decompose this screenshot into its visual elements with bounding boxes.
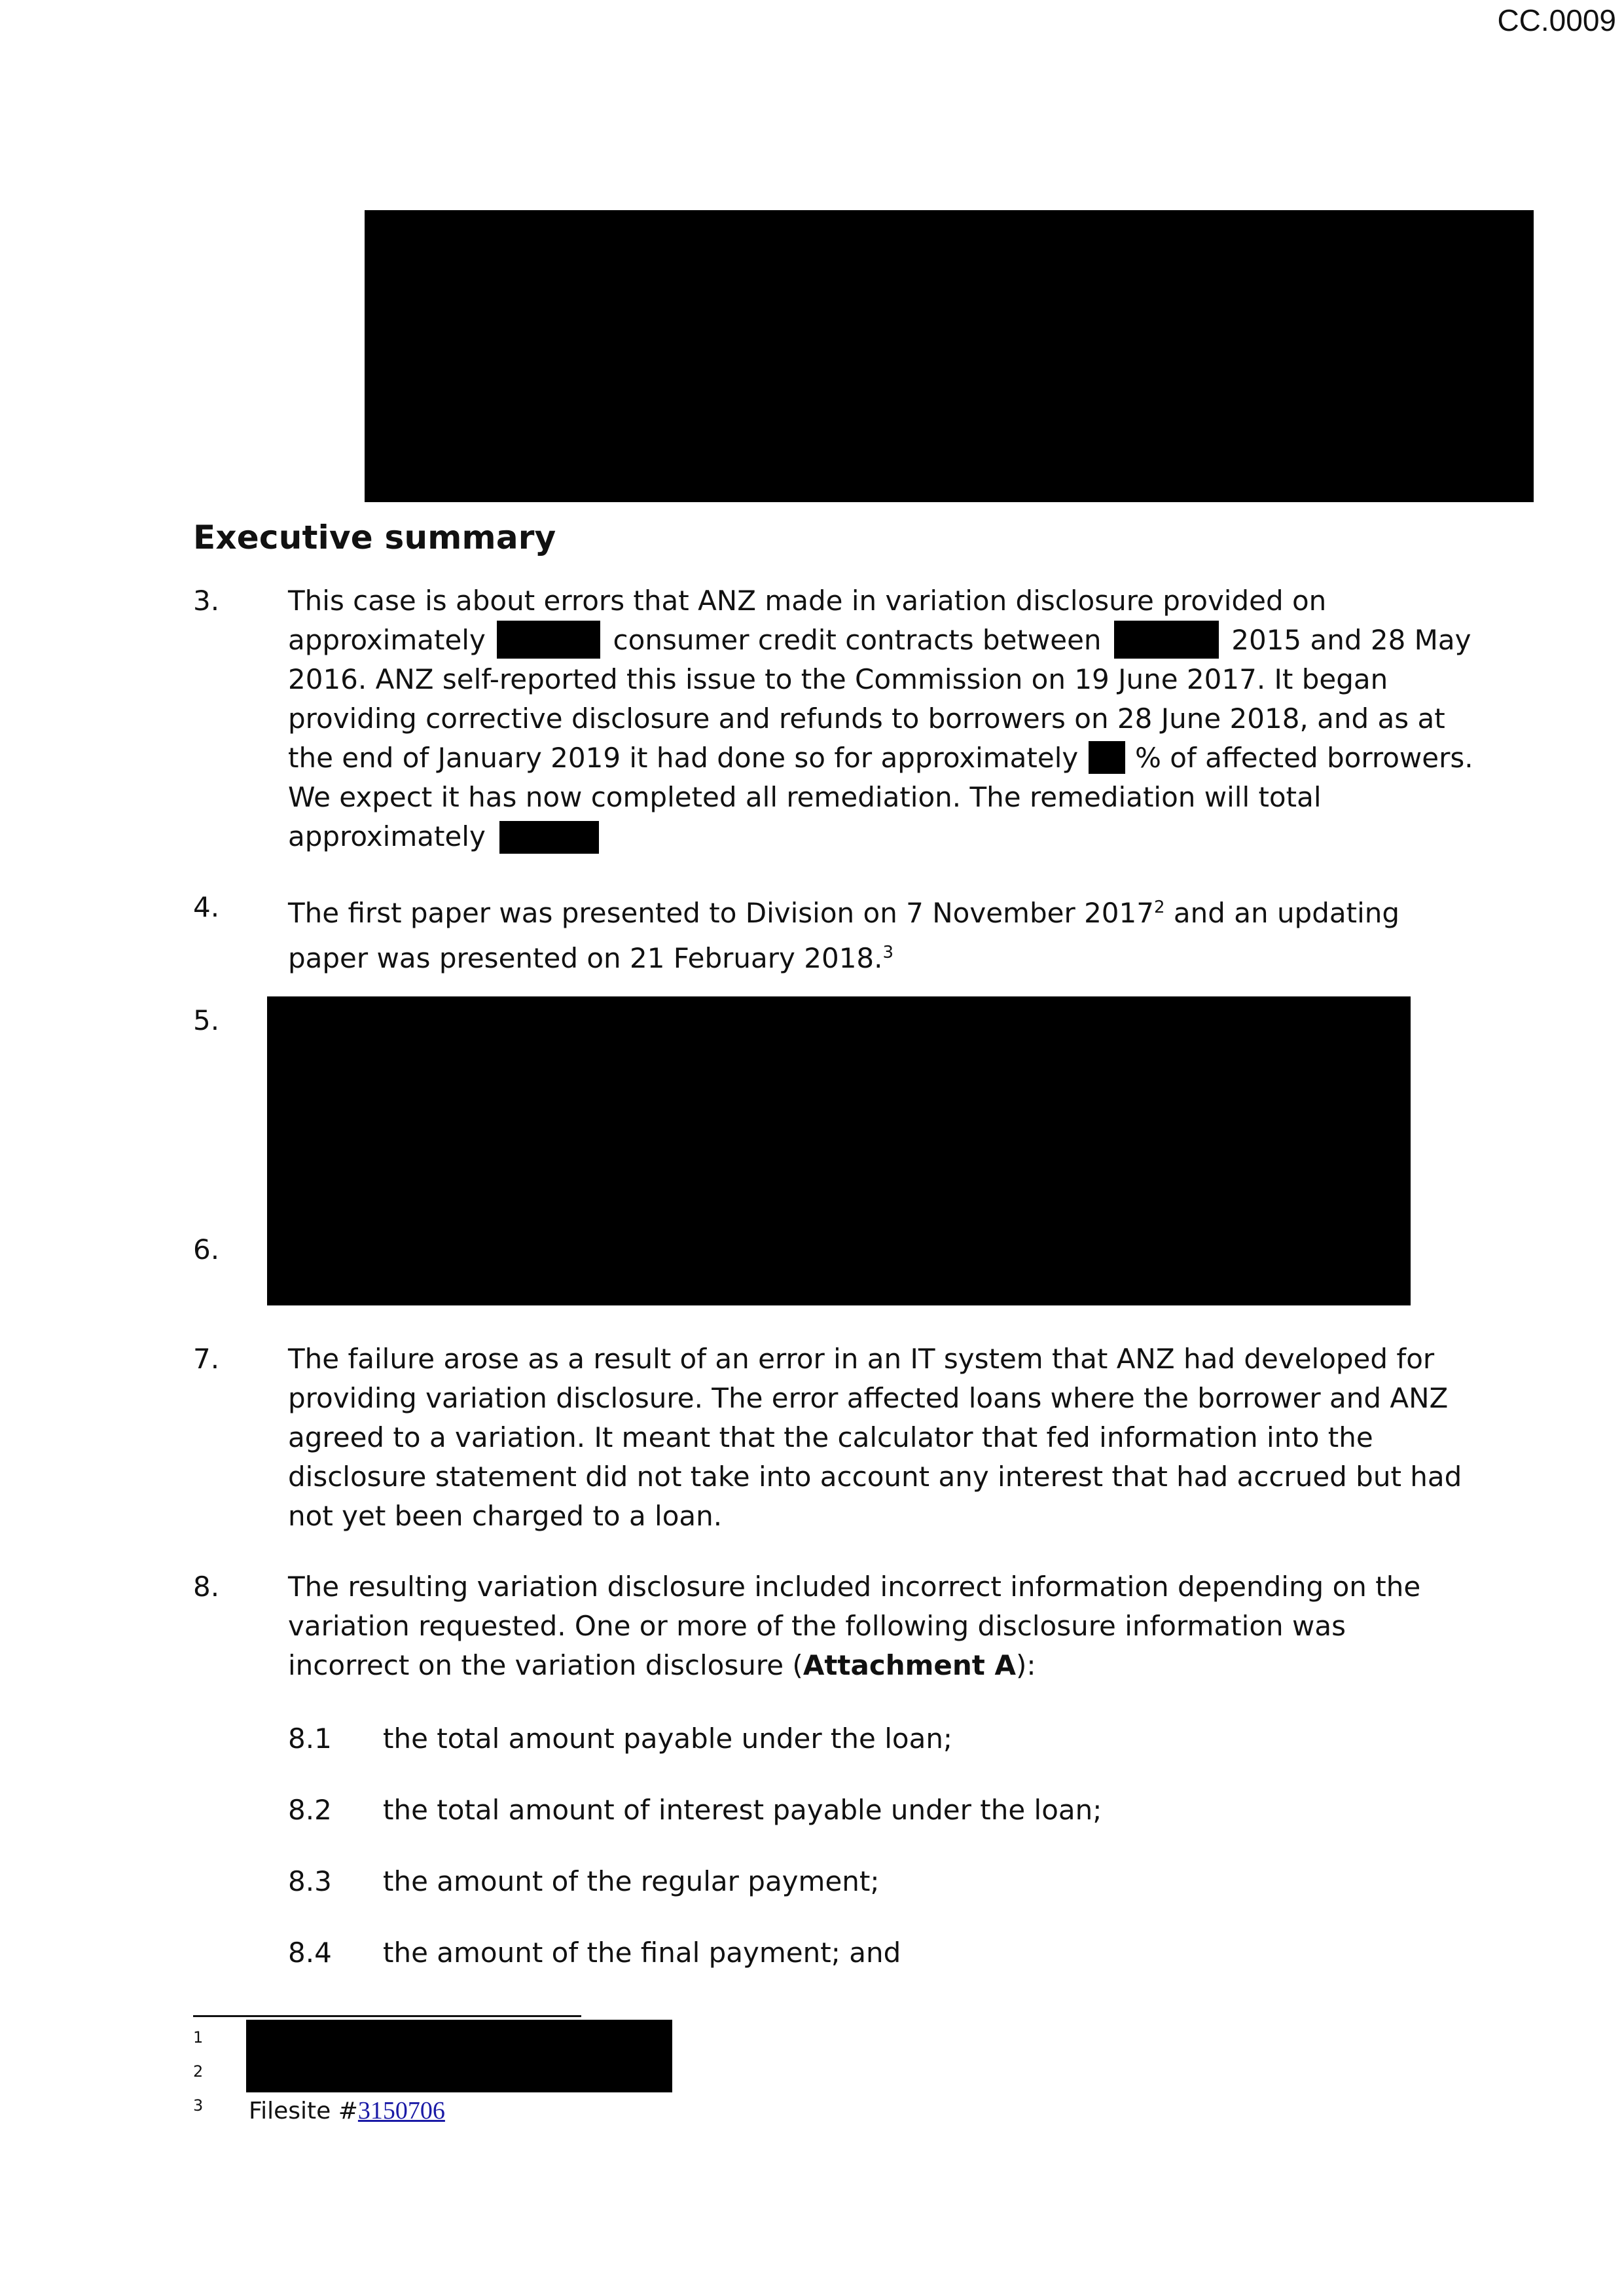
para-3-text: consumer credit contracts between bbox=[613, 624, 1102, 656]
footnote-ref-2: 2 bbox=[1153, 898, 1165, 917]
redaction-inline bbox=[1114, 621, 1219, 659]
para-4-line bbox=[288, 888, 1414, 933]
para-7-number: 7. bbox=[193, 1343, 220, 1375]
para-4-text: and an updating bbox=[1164, 897, 1400, 929]
para-3-number: 3. bbox=[193, 585, 220, 617]
para-7-line: agreed to a variation. It meant that the calculator that fed information into the bbox=[288, 1421, 1373, 1453]
para-8-body bbox=[288, 1567, 1421, 1685]
para-7-line: disclosure statement did not take into account any interest that had accrued but had bbox=[288, 1461, 1462, 1493]
redaction-block-paras-5-6 bbox=[267, 996, 1411, 1305]
para-3-line: 2016. ANZ self-reported this issue to the Commission on 19 June 2017. It began bbox=[288, 663, 1388, 695]
para-3-line: providing corrective disclosure and refunds to borrowers on 28 June 2018, and as at bbox=[288, 702, 1445, 735]
para-3-text: approximately bbox=[288, 820, 486, 852]
para-8-line: The resulting variation disclosure included incorrect information depending on the bbox=[288, 1571, 1421, 1603]
footnote-number-3: 3 bbox=[193, 2096, 204, 2115]
para-8-line bbox=[288, 1646, 1414, 1685]
subitem-text: the total amount of interest payable under the loan; bbox=[383, 1794, 1102, 1826]
para-3-text: approximately bbox=[288, 624, 486, 656]
para-3-text: % of affected borrowers. bbox=[1134, 742, 1473, 774]
para-4-text: The first paper was presented to Division on 7 November 2017 bbox=[288, 897, 1154, 929]
para-7-line: The failure arose as a result of an error in an IT system that ANZ had developed for bbox=[288, 1343, 1435, 1375]
para-7-body bbox=[288, 1339, 1462, 1536]
subitem-number: 8.1 bbox=[288, 1722, 332, 1755]
document-id: CC.0009 bbox=[1497, 3, 1616, 37]
para-5-number: 5. bbox=[193, 1004, 220, 1036]
redaction-block-footnotes bbox=[246, 2020, 672, 2092]
para-3-line: We expect it has now completed all remediation. The remediation will total bbox=[288, 781, 1322, 813]
para-3-line bbox=[288, 738, 1473, 778]
footnote-3-text bbox=[249, 2096, 445, 2125]
para-7-line: not yet been charged to a loan. bbox=[288, 1500, 723, 1532]
subitem-number: 8.2 bbox=[288, 1794, 332, 1826]
para-3-line bbox=[288, 817, 1414, 856]
para-3-text: the end of January 2019 it had done so for approximately bbox=[288, 742, 1079, 774]
para-4-body bbox=[288, 888, 1414, 978]
footnote-3-label: Filesite # bbox=[249, 2098, 358, 2124]
para-6-number: 6. bbox=[193, 1233, 220, 1266]
para-3-text: 2015 and 28 May bbox=[1231, 624, 1471, 656]
section-heading: Executive summary bbox=[193, 519, 556, 556]
redaction-inline bbox=[1089, 741, 1125, 774]
para-4-number: 4. bbox=[193, 891, 220, 923]
para-8-text: ): bbox=[1015, 1649, 1036, 1681]
footnote-number-1: 1 bbox=[193, 2028, 204, 2047]
para-8-number: 8. bbox=[193, 1571, 220, 1603]
subitem-text: the amount of the regular payment; bbox=[383, 1865, 880, 1897]
filesite-link[interactable]: 3150706 bbox=[357, 2097, 445, 2124]
subitem-text: the amount of the final payment; and bbox=[383, 1937, 901, 1969]
attachment-ref: Attachment A bbox=[803, 1649, 1016, 1681]
subitem-number: 8.3 bbox=[288, 1865, 332, 1897]
subitem-number: 8.4 bbox=[288, 1937, 332, 1969]
footnote-number-2: 2 bbox=[193, 2062, 204, 2081]
para-7-line: providing variation disclosure. The error affected loans where the borrower and ANZ bbox=[288, 1382, 1449, 1414]
para-8-text: incorrect on the variation disclosure ( bbox=[288, 1649, 803, 1681]
para-3-line bbox=[288, 621, 1471, 660]
footnote-separator bbox=[193, 2015, 581, 2017]
footnote-ref-3: 3 bbox=[882, 943, 894, 962]
para-3-line: This case is about errors that ANZ made in variation disclosure provided on bbox=[288, 585, 1327, 617]
redaction-inline bbox=[499, 821, 599, 854]
redaction-block-top bbox=[365, 210, 1534, 502]
para-4-line bbox=[288, 933, 1414, 978]
redaction-inline bbox=[497, 621, 600, 659]
para-8-line: variation requested. One or more of the following disclosure information was bbox=[288, 1610, 1346, 1642]
subitem-text: the total amount payable under the loan; bbox=[383, 1722, 953, 1755]
para-4-text: paper was presented on 21 February 2018. bbox=[288, 942, 883, 974]
para-3-body bbox=[288, 581, 1473, 856]
